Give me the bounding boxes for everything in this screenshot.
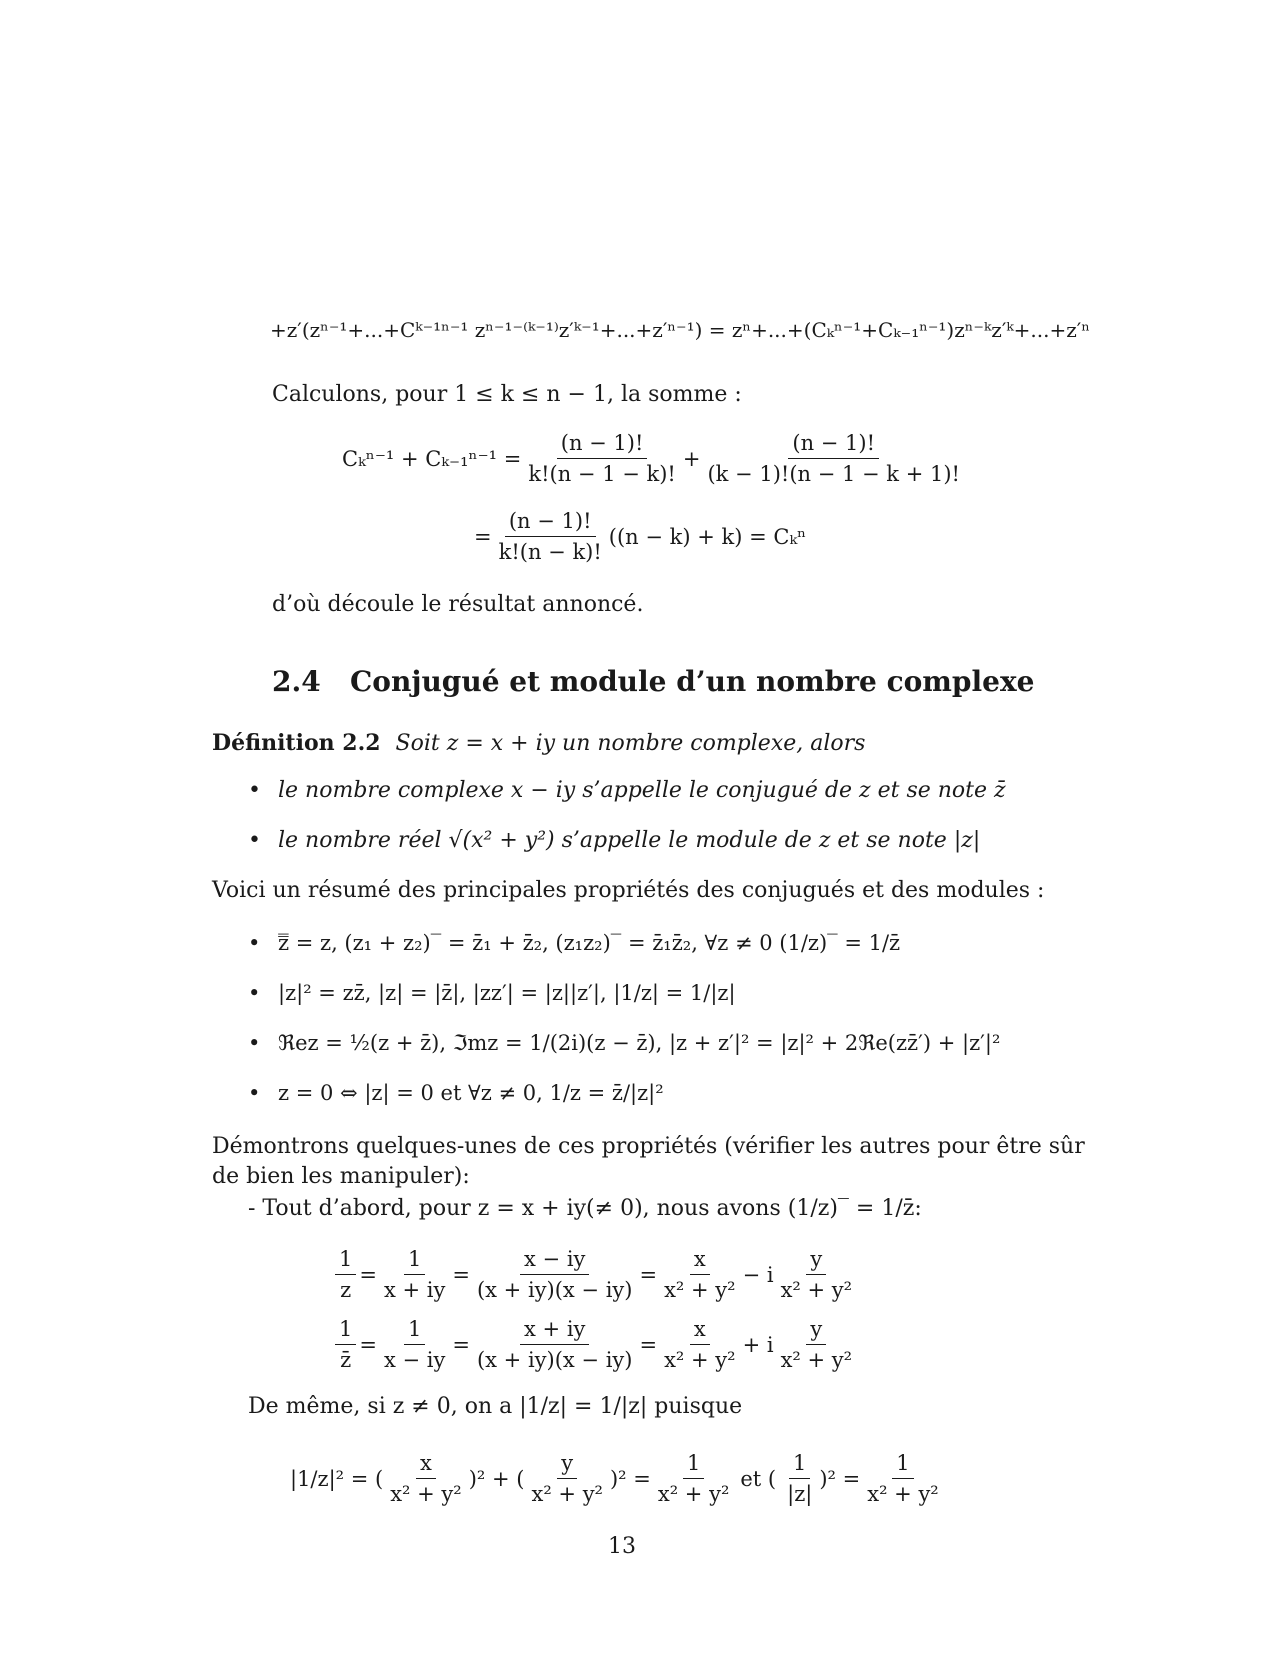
conclusion-text: d’où découle le résultat annoncé. bbox=[272, 592, 644, 617]
last-f1-den: x² + y² bbox=[390, 1482, 462, 1506]
row1-e-den: x² + y² bbox=[780, 1278, 853, 1302]
last-f2-den: x² + y² bbox=[531, 1482, 603, 1506]
definition-statement: Soit z = x + iy un nombre complexe, alors bbox=[395, 731, 866, 756]
row1-c-num: x − iy bbox=[520, 1244, 589, 1275]
property-text: |z|² = zz̄, |z| = |z̄|, |zz′| = |z||z′|, |1/z| = 1/|z| bbox=[278, 981, 736, 1005]
demo-same: De même, si z ≠ 0, on a |1/z| = 1/|z| puisque bbox=[248, 1394, 743, 1419]
frac-2-num: (n − 1)! bbox=[788, 428, 879, 459]
last-f3-den: x² + y² bbox=[657, 1482, 730, 1506]
last-mid3: )² = bbox=[819, 1466, 861, 1491]
row2-b-den: x − iy bbox=[383, 1348, 446, 1372]
frac-1-num: (n − 1)! bbox=[557, 428, 648, 459]
plus-sign: + bbox=[682, 446, 701, 471]
calc-intro: Calculons, pour 1 ≤ k ≤ n − 1, la somme : bbox=[272, 382, 742, 407]
row2-d-den: x² + y² bbox=[664, 1348, 736, 1372]
definition-item-text: le nombre réel √(x² + y²) s’appelle le module de z et se note |z| bbox=[278, 828, 981, 853]
eq2-rest: ((n − k) + k) = Cₖⁿ bbox=[608, 524, 807, 549]
demo-first: - Tout d’abord, pour z = x + iy(≠ 0), nous avons (1/z)‾ = 1/z̄: bbox=[248, 1196, 922, 1221]
property-text: z = 0 ⇔ |z| = 0 et ∀z ≠ 0, 1/z = z̄/|z|² bbox=[278, 1081, 664, 1105]
row1-a-num: 1 bbox=[335, 1244, 356, 1275]
modulus-equation bbox=[290, 1448, 946, 1509]
section-number: 2.4 bbox=[272, 665, 321, 698]
last-f3-num: 1 bbox=[683, 1448, 704, 1479]
frac-1 bbox=[524, 428, 680, 489]
row2-e-num: y bbox=[806, 1314, 826, 1345]
last-f1-num: x bbox=[416, 1448, 436, 1479]
section-title: Conjugué et module d’un nombre complexe bbox=[350, 665, 1035, 698]
frac-2 bbox=[703, 428, 964, 489]
frac-3-den: k!(n − k)! bbox=[498, 540, 602, 564]
row1-c-den: (x + iy)(x − iy) bbox=[476, 1278, 633, 1302]
sum-equation-line2 bbox=[474, 506, 806, 567]
last-f4-den: |z| bbox=[787, 1482, 813, 1506]
sum-lhs: Cₖⁿ⁻¹ + Cₖ₋₁ⁿ⁻¹ = bbox=[342, 446, 522, 471]
row2-c-den: (x + iy)(x − iy) bbox=[476, 1348, 633, 1372]
property-item: • z̿ = z, (z₁ + z₂)‾ = z̄₁ + z̄₂, (z₁z₂)‾ = z̄₁z̄₂, ∀z ≠ 0 (1/z)‾ = 1/z̄ bbox=[248, 931, 901, 955]
definition-item-text: le nombre complexe x − iy s’appelle le conjugué de z et se note z̄ bbox=[278, 778, 1006, 803]
last-mid2: )² = bbox=[609, 1466, 651, 1491]
property-text: z̿ = z, (z₁ + z₂)‾ = z̄₁ + z̄₂, (z₁z₂)‾ = z̄₁z̄₂, ∀z ≠ 0 (1/z)‾ = 1/z̄ bbox=[278, 931, 901, 955]
row2-b-num: 1 bbox=[404, 1314, 425, 1345]
last-f4-num: 1 bbox=[789, 1448, 810, 1479]
frac-1-den: k!(n − 1 − k)! bbox=[528, 462, 676, 486]
property-item: • z = 0 ⇔ |z| = 0 et ∀z ≠ 0, 1/z = z̄/|z|² bbox=[248, 1081, 664, 1105]
last-lhs: |1/z|² = ( bbox=[290, 1466, 384, 1491]
last-et: et ( bbox=[740, 1466, 777, 1491]
frac-3 bbox=[495, 506, 606, 567]
row1-b-den: x + iy bbox=[383, 1278, 446, 1302]
row2-sign: + i bbox=[742, 1332, 774, 1357]
row1-b-num: 1 bbox=[404, 1244, 425, 1275]
row2-a-den: z̄ bbox=[340, 1348, 352, 1372]
equation-row-2: $\frac{1}{z̄}$ = $\frac{1}{x - iy}$ = $\frac{x + iy}{(x + iy)(x - iy)}$ = $\frac{x}{\text{x² + y²}}$ + i $\frac{y}{\text{x² + y²}}$ bbox=[332, 1314, 859, 1375]
row2-a-num: 1 bbox=[335, 1314, 356, 1345]
row1-d-num: x bbox=[690, 1244, 710, 1275]
last-f5-den: x² + y² bbox=[867, 1482, 939, 1506]
definition-item: • le nombre complexe x − iy s’appelle le conjugué de z et se note z̄ bbox=[248, 778, 1006, 803]
frac-3-num: (n − 1)! bbox=[505, 506, 596, 537]
last-f2-num: y bbox=[557, 1448, 577, 1479]
frac-2-den: (k − 1)!(n − 1 − k + 1)! bbox=[707, 462, 960, 486]
property-item: • |z|² = zz̄, |z| = |z̄|, |zz′| = |z||z′|, |1/z| = 1/|z| bbox=[248, 981, 736, 1005]
row2-d-num: x bbox=[690, 1314, 710, 1345]
row1-sign: − i bbox=[742, 1262, 774, 1287]
row1-a-den: z bbox=[340, 1278, 352, 1302]
row1-e-num: y bbox=[806, 1244, 826, 1275]
definition-item: • le nombre réel √(x² + y²) s’appelle le module de z et se note |z| bbox=[248, 828, 981, 853]
demo-intro-line1: Démontrons quelques-unes de ces propriétés (vérifier les autres pour être sûr bbox=[212, 1134, 1085, 1159]
sum-equation-line1 bbox=[342, 428, 967, 489]
last-f5-num: 1 bbox=[892, 1448, 913, 1479]
definition-line bbox=[212, 728, 865, 759]
definition-label: Définition 2.2 bbox=[212, 730, 381, 756]
section-heading bbox=[272, 664, 1034, 700]
row1-d-den: x² + y² bbox=[664, 1278, 736, 1302]
demo-intro-line2: de bien les manipuler): bbox=[212, 1164, 470, 1189]
eq2-sign: = bbox=[474, 524, 492, 549]
summary-intro: Voici un résumé des principales propriétés des conjugués et des modules : bbox=[212, 878, 1045, 903]
page-number: 13 bbox=[608, 1534, 636, 1559]
property-text: ℜez = ½(z + z̄), ℑmz = 1/(2i)(z − z̄), |z + z′|² = |z|² + 2ℜe(zz̄′) + |z′|² bbox=[278, 1031, 1001, 1055]
equation-row-1: $\frac{1}{z}$ = $\frac{1}{x + iy}$ = $\frac{x - iy}{(x + iy)(x - iy)}$ = $\frac{x}{\text{x² + y²}}$ − i $\frac{y}{\text{x² + y²}}$ bbox=[332, 1244, 859, 1305]
continuation-equation: +z′(zⁿ⁻¹+...+Cᵏ⁻¹ⁿ⁻¹ zⁿ⁻¹⁻⁽ᵏ⁻¹⁾z′ᵏ⁻¹+...+z′ⁿ⁻¹) = zⁿ+...+(Cₖⁿ⁻¹+Cₖ₋₁ⁿ⁻¹)zⁿ⁻ᵏz′ᵏ+...+z′ⁿ bbox=[270, 318, 1090, 342]
last-mid: )² + ( bbox=[468, 1466, 525, 1491]
row2-e-den: x² + y² bbox=[780, 1348, 853, 1372]
property-item: • ℜez = ½(z + z̄), ℑmz = 1/(2i)(z − z̄), |z + z′|² = |z|² + 2ℜe(zz̄′) + |z′|² bbox=[248, 1031, 1001, 1055]
row2-c-num: x + iy bbox=[520, 1314, 589, 1345]
